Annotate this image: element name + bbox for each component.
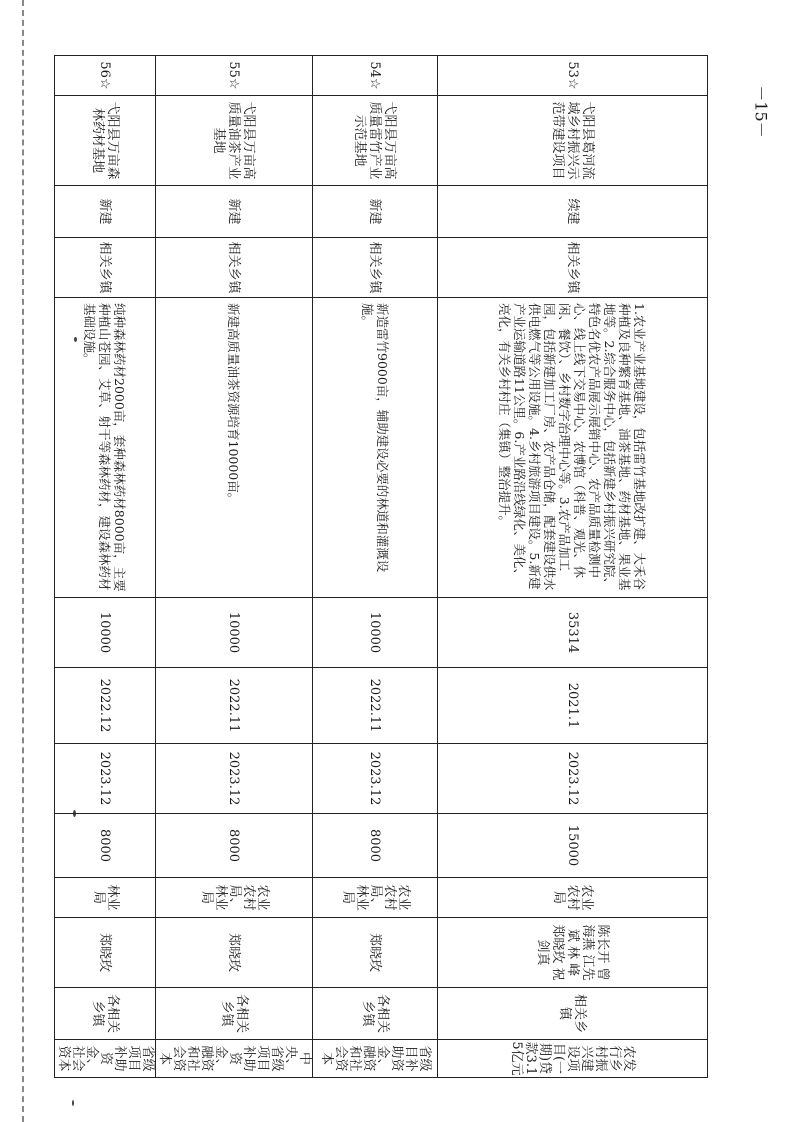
cell-name: 弋阳县葛河流域乡村振兴示范带建设项目 [438, 96, 708, 186]
cell-town: 各相关乡镇 [313, 988, 438, 1040]
cell-no: 53☆ [438, 56, 708, 96]
binding-line [22, 0, 24, 1122]
cell-content: 新建高质量油茶资源培育10000亩。 [156, 298, 313, 598]
cell-fund: 省级目补助资金、融资和社会资本 [313, 1040, 438, 1078]
cell-plan: 15000 [438, 814, 708, 878]
cell-start: 2022.12 [55, 668, 156, 744]
cell-nature: 新建 [156, 186, 313, 238]
cell-content: 新造雷竹9000亩，辅助建设必要的林道和灌溉设施。 [313, 298, 438, 598]
cell-unit: 农业农村局 [438, 878, 708, 918]
rotated-table-wrapper [56, 55, 708, 1077]
cell-plan: 8000 [313, 814, 438, 878]
cell-leader: 郑晓玫 [156, 918, 313, 988]
cell-leader: 郑晓玫 [55, 918, 156, 988]
cell-end: 2023.12 [156, 744, 313, 814]
cell-fund: 中央、省级项目补助资金、融资和社会资本 [156, 1040, 313, 1078]
cell-location: 相关乡镇 [313, 238, 438, 298]
cell-content: 1.农业产业基地建设，包括雷竹基地改扩建、大禾谷种植及良种繁育基地、油茶基地、药材基地、果业基地等。2.综合服务中心，包括新建乡村振兴研究院、特色名优农产品展示展销中心、农产品质量检测中心、线上线下交易中心、农博馆（科普、观光、休闲、餐饮）、乡村数字治理中心等。3.农产品加工园，包括新建加工厂房、农产品仓储，配套建设供水供电燃气等公用设施。4.乡村旅游项目建设。5.新建产业运输道路11公里。6.产业路沿线绿化、美化、亮化，有关乡村村庄（集镇）整治提升。 [438, 298, 708, 598]
cell-town: 相关乡镇 [438, 988, 708, 1040]
cell-name: 弋阳县万亩高质量雷竹产业示范基地 [313, 96, 438, 186]
cell-end: 2023.12 [313, 744, 438, 814]
page-number: －15－ [751, 85, 771, 138]
cell-fund: 农发行乡村振兴建设项目(一期)贷款3.15亿元 [438, 1040, 708, 1078]
table-row [156, 56, 313, 1078]
cell-invest: 10000 [156, 598, 313, 668]
cell-plan: 8000 [55, 814, 156, 878]
cell-start: 2022.11 [156, 668, 313, 744]
project-table [54, 55, 708, 1078]
cell-end: 2023.12 [438, 744, 708, 814]
cell-fund: 省级项目补助资金、社会资本 [55, 1040, 156, 1078]
cell-unit: 农业农村局、林业局 [156, 878, 313, 918]
cell-invest: 10000 [313, 598, 438, 668]
table-row [438, 56, 708, 1078]
cell-invest: 35314 [438, 598, 708, 668]
cell-town: 各相关乡镇 [156, 988, 313, 1040]
cell-nature: 新建 [313, 186, 438, 238]
cell-start: 2021.1 [438, 668, 708, 744]
cell-content: 纯种森林药材2000亩，套种森林药材8000亩，主要种植山苍园、艾草、射干等森林药材，建设森林药材基础设施。 [55, 298, 156, 598]
cell-name: 弋阳县万亩高质量油茶产业基地 [156, 96, 313, 186]
cell-location: 相关乡镇 [156, 238, 313, 298]
table-row [55, 56, 156, 1078]
cell-invest: 10000 [55, 598, 156, 668]
cell-unit: 林业局 [55, 878, 156, 918]
cell-leader: 陈长开 曾海燕 江先斌 林 峰 郑晓玫 祝剑真 [438, 918, 708, 988]
cell-location: 相关乡镇 [55, 238, 156, 298]
cell-nature: 新建 [55, 186, 156, 238]
cell-town: 各相关乡镇 [55, 988, 156, 1040]
cell-nature: 续建 [438, 186, 708, 238]
table-row [313, 56, 438, 1078]
cell-start: 2022.11 [313, 668, 438, 744]
cell-leader: 郑晓玫 [313, 918, 438, 988]
cell-unit: 农业农村局、林业局 [313, 878, 438, 918]
cell-name: 弋阳县万亩森林药材基地 [55, 96, 156, 186]
cell-plan: 8000 [156, 814, 313, 878]
cell-end: 2023.12 [55, 744, 156, 814]
cell-no: 56☆ [55, 56, 156, 96]
cell-no: 54☆ [313, 56, 438, 96]
cell-location: 相关乡镇 [438, 238, 708, 298]
cell-no: 55☆ [156, 56, 313, 96]
scan-mark [72, 1100, 74, 1106]
